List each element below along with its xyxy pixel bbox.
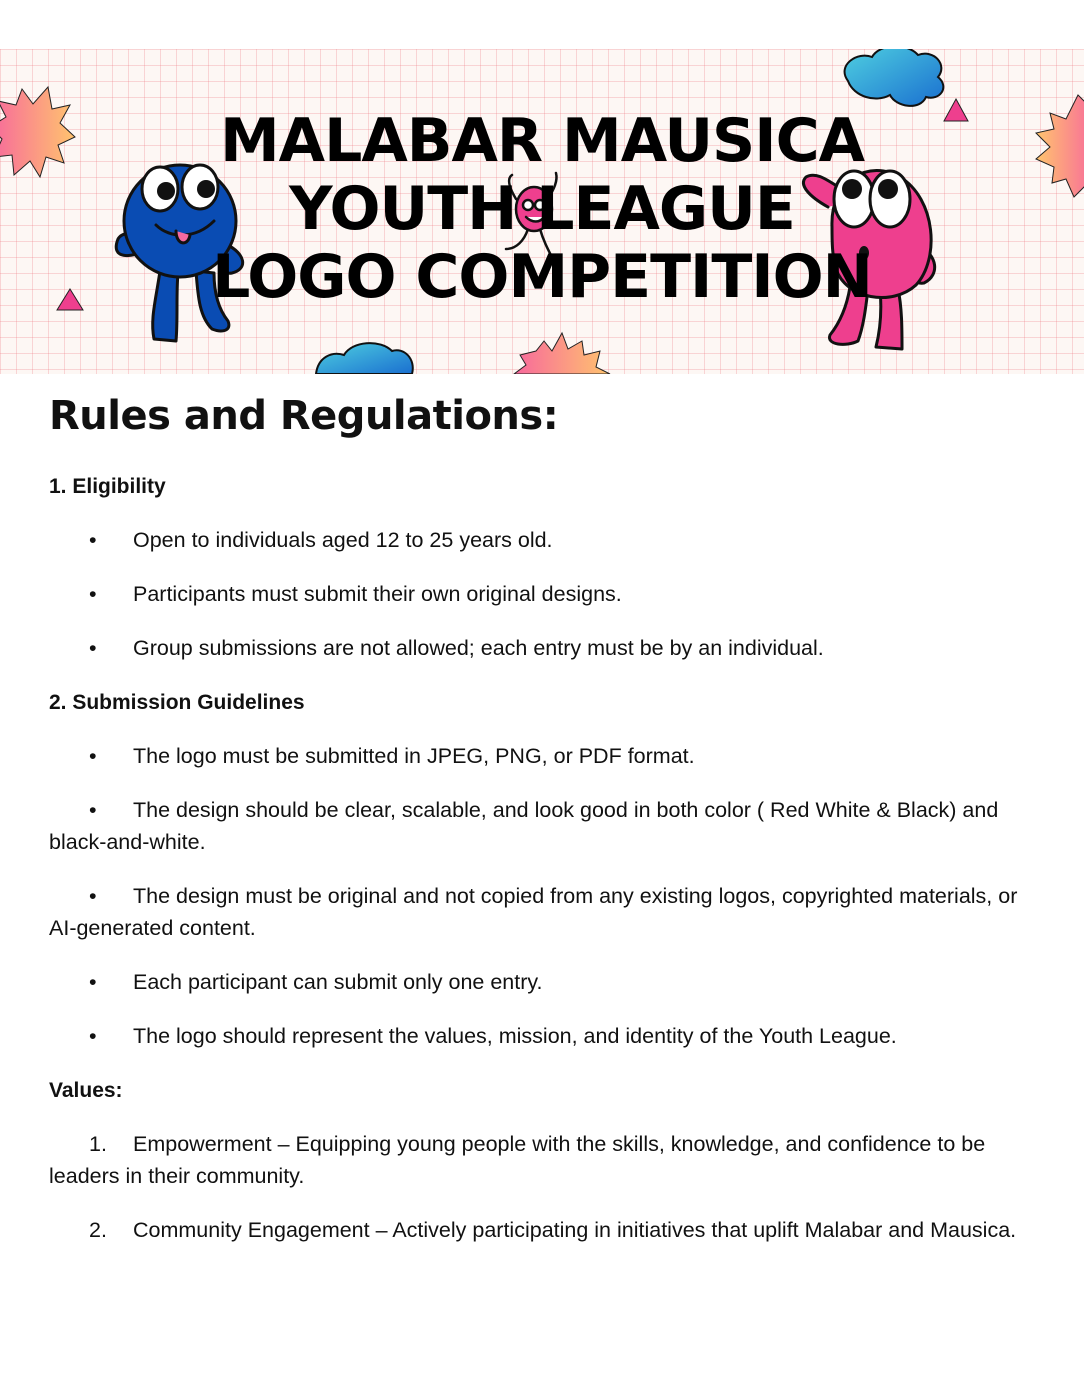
section-heading-values: Values: (49, 1079, 123, 1102)
list-item (49, 740, 1039, 772)
list-item (49, 1128, 1039, 1192)
list-item-text: The design should be clear, scalable, and look good in both color ( Red White & Black) and black-and-white. (49, 798, 999, 854)
starburst-shape (514, 333, 610, 374)
bullet-marker: • (89, 884, 97, 908)
number-marker: 1. (89, 1132, 107, 1156)
bullet-marker: • (89, 1024, 97, 1048)
list-item-text: Empowerment – Equipping young people with the skills, knowledge, and confidence to be leaders in their community. (49, 1132, 986, 1188)
cloud-shape (845, 49, 944, 106)
cloud-shape (316, 343, 413, 374)
list-item-text: The design must be original and not copied from any existing logos, copyrighted materials, or AI-generated content. (49, 884, 1018, 940)
list-item (49, 1020, 1039, 1052)
document-body (49, 390, 1039, 1246)
list-item-text: Community Engagement – Actively participating in initiatives that uplift Malabar and Mausica. (133, 1218, 1017, 1242)
list-item-text: Group submissions are not allowed; each entry must be by an individual. (133, 636, 824, 660)
section-heading-eligibility: 1. Eligibility (49, 475, 166, 498)
bullet-marker: • (89, 636, 97, 660)
banner-title-line: LOGO COMPETITION (212, 242, 872, 312)
list-item (49, 524, 1039, 556)
banner-title (0, 107, 1084, 311)
list-item (49, 966, 1039, 998)
list-item (49, 632, 1039, 664)
number-marker: 2. (89, 1218, 107, 1242)
list-item (49, 880, 1039, 944)
bullet-marker: • (89, 582, 97, 606)
page-title: Rules and Regulations: (49, 393, 559, 439)
header-banner (0, 49, 1084, 374)
bullet-marker: • (89, 744, 97, 768)
list-item-text: Open to individuals aged 12 to 25 years old. (133, 528, 553, 552)
bullet-marker: • (89, 528, 97, 552)
bullet-marker: • (89, 798, 97, 822)
bullet-marker: • (89, 970, 97, 994)
list-item-text: The logo must be submitted in JPEG, PNG, or PDF format. (133, 744, 695, 768)
list-item (49, 1214, 1039, 1246)
banner-title-line: MALABAR MAUSICA (219, 106, 865, 176)
list-item (49, 578, 1039, 610)
list-item-text: Each participant can submit only one entry. (133, 970, 543, 994)
list-item-text: Participants must submit their own original designs. (133, 582, 622, 606)
list-item-text: The logo should represent the values, mission, and identity of the Youth League. (133, 1024, 897, 1048)
banner-title-line: YOUTH LEAGUE (289, 174, 795, 244)
section-heading-submission-guidelines: 2. Submission Guidelines (49, 691, 305, 714)
list-item (49, 794, 1039, 858)
